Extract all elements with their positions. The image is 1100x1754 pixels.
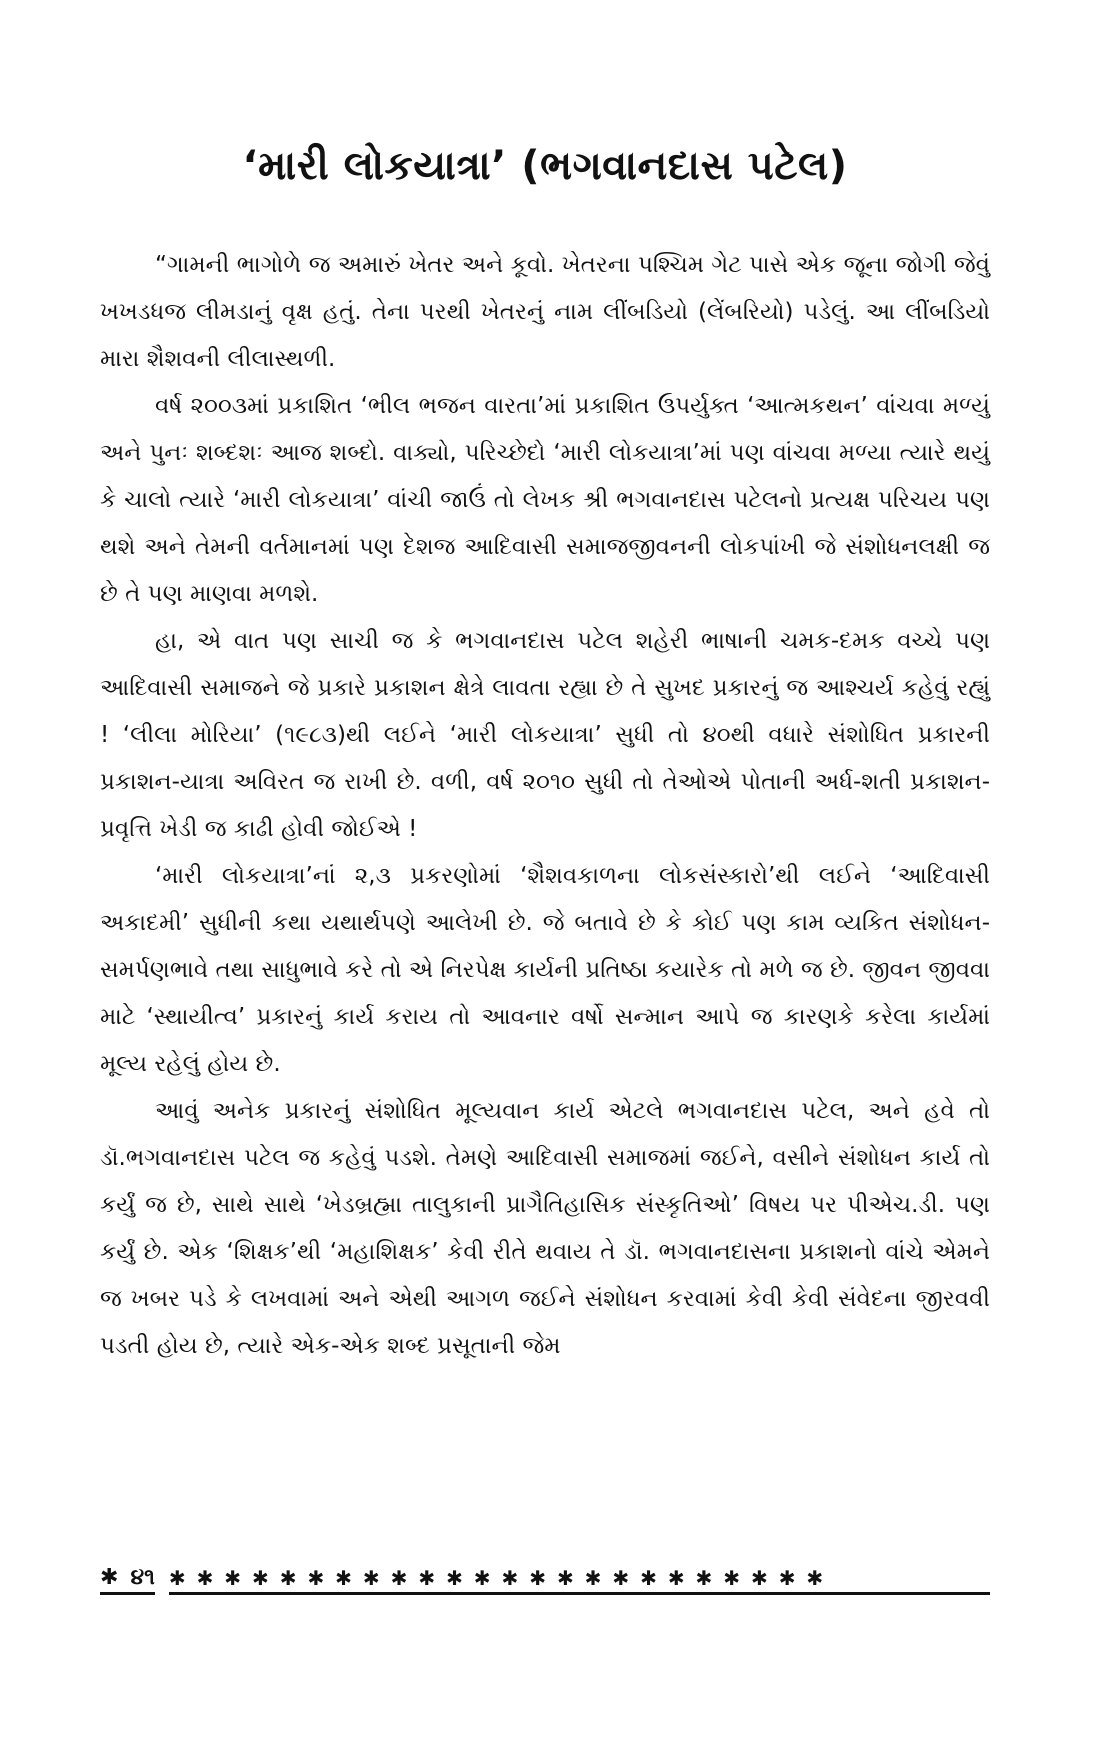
asterisk-ornament-icon: ✱ [100, 1565, 119, 1590]
page-number: ૪૧ [130, 1565, 155, 1590]
footer-ornament-rule: ✱ ✱ ✱ ✱ ✱ ✱ ✱ ✱ ✱ ✱ ✱ ✱ ✱ ✱ ✱ ✱ ✱ ✱ ✱ ✱ ✱ ✱ ✱ ✱ [169, 1566, 990, 1595]
paragraph-1: “ગામની ભાગોળે જ અમારું ખેતર અને કૂવો. ખેતરના પશ્ચિમ ગેટ પાસે એક જૂના જોગી જેવું ખખડધજ લીમડાનું વૃક્ષ હતું. તેના પરથી ખેતરનું નામ લીંબડિયો (લેંબરિયો) પડેલું. આ લીંબડિયો મારા શૈશવની લીલાસ્થળી. [100, 252, 990, 372]
page-footer [100, 1560, 990, 1600]
body-text [100, 242, 990, 1370]
paragraph-3: હા, એ વાત પણ સાચી જ કે ભગવાનદાસ પટેલ શહેરી ભાષાની ચમક-દમક વચ્ચે પણ આદિવાસી સમાજને જે પ્રકારે પ્રકાશન ક્ષેત્રે લાવતા રહ્યા છે તે સુખદ પ્રકારનું જ આશ્ચર્ય કહેવું રહ્યું ! ‘લીલા મોરિયા’ (૧૯૮૩)થી લઈને ‘મારી લોકયાત્રા’ સુધી તો ૪૦થી વધારે સંશોધિત પ્રકારની પ્રકાશન-યાત્રા અવિરત જ રાખી છે. વળી, વર્ષ ૨૦૧૦ સુધી તો તેઓએ પોતાની અર્ધ-શતી પ્રકાશન-પ્રવૃત્તિ ખેડી જ કાઢી હોવી જોઈએ ! [100, 628, 990, 842]
paragraph-4: ‘મારી લોકયાત્રા’નાં ૨,૩ પ્રકરણોમાં ‘શૈશવકાળના લોકસંસ્કારો’થી લઈને ‘આદિવાસી અકાદમી’ સુધીની કથા યથાર્થપણે આલેખી છે. જે બતાવે છે કે કોઈ પણ કામ વ્યકિત સંશોધન-સમર્પણભાવે તથા સાધુભાવે કરે તો એ નિરપેક્ષ કાર્યની પ્રતિષ્ઠા કયારેક તો મળે જ છે. જીવન જીવવા માટે ‘સ્થાયીત્વ’ પ્રકારનું કાર્ય કરાય તો આવનાર વર્ષો સન્માન આપે જ કારણકે કરેલા કાર્યમાં મૂલ્ય રહેલું હોય છે. [100, 863, 990, 1077]
page-content [100, 140, 990, 1370]
paragraph-5: આવું અનેક પ્રકારનું સંશોધિત મૂલ્યવાન કાર્ય એટલે ભગવાનદાસ પટેલ, અને હવે તો ડૉ.ભગવાનદાસ પટેલ જ કહેવું પડશે. તેમણે આદિવાસી સમાજમાં જઈને, વસીને સંશોધન કાર્ય તો કર્યું જ છે, સાથે સાથે ‘ખેડબ્રહ્મા તાલુકાની પ્રાગૈતિહાસિક સંસ્કૃતિઓ’ વિષય પર પીએચ.ડી. પણ કર્યું છે. એક ‘શિક્ષક’થી ‘મહાશિક્ષક’ કેવી રીતે થવાય તે ડૉ. ભગવાનદાસના પ્રકાશનો વાંચે એમને જ ખબર પડે કે લખવામાં અને એથી આગળ જઈને સંશોધન કરવામાં કેવી કેવી સંવેદના જીરવવી પડતી હોય છે, ત્યારે એક-એક શબ્દ પ્રસૂતાની જેમ [100, 1098, 990, 1359]
page-title: ‘મારી લોકયાત્રા’ (ભગવાનદાસ પટેલ) [242, 143, 848, 189]
footer-page-marker [100, 1565, 155, 1595]
paragraph-2: વર્ષ ૨૦૦૩માં પ્રકાશિત ‘ભીલ ભજન વારતા’માં પ્રકાશિત ઉપર્યુક્ત ‘આત્મકથન’ વાંચવા મળ્યું અને પુનઃ શબ્દશઃ આજ શબ્દો. વાક્યો, પરિચ્છેદો ‘મારી લોકયાત્રા’માં પણ વાંચવા મળ્યા ત્યારે થયું કે ચાલો ત્યારે ‘મારી લોકયાત્રા’ વાંચી જાઉં તો લેખક શ્રી ભગવાનદાસ પટેલનો પ્રત્યક્ષ પરિચય પણ થશે અને તેમની વર્તમાનમાં પણ દેશજ આદિવાસી સમાજજીવનની લોકપાંખી જે સંશોધનલક્ષી જ છે તે પણ માણવા મળશે. [100, 393, 990, 607]
